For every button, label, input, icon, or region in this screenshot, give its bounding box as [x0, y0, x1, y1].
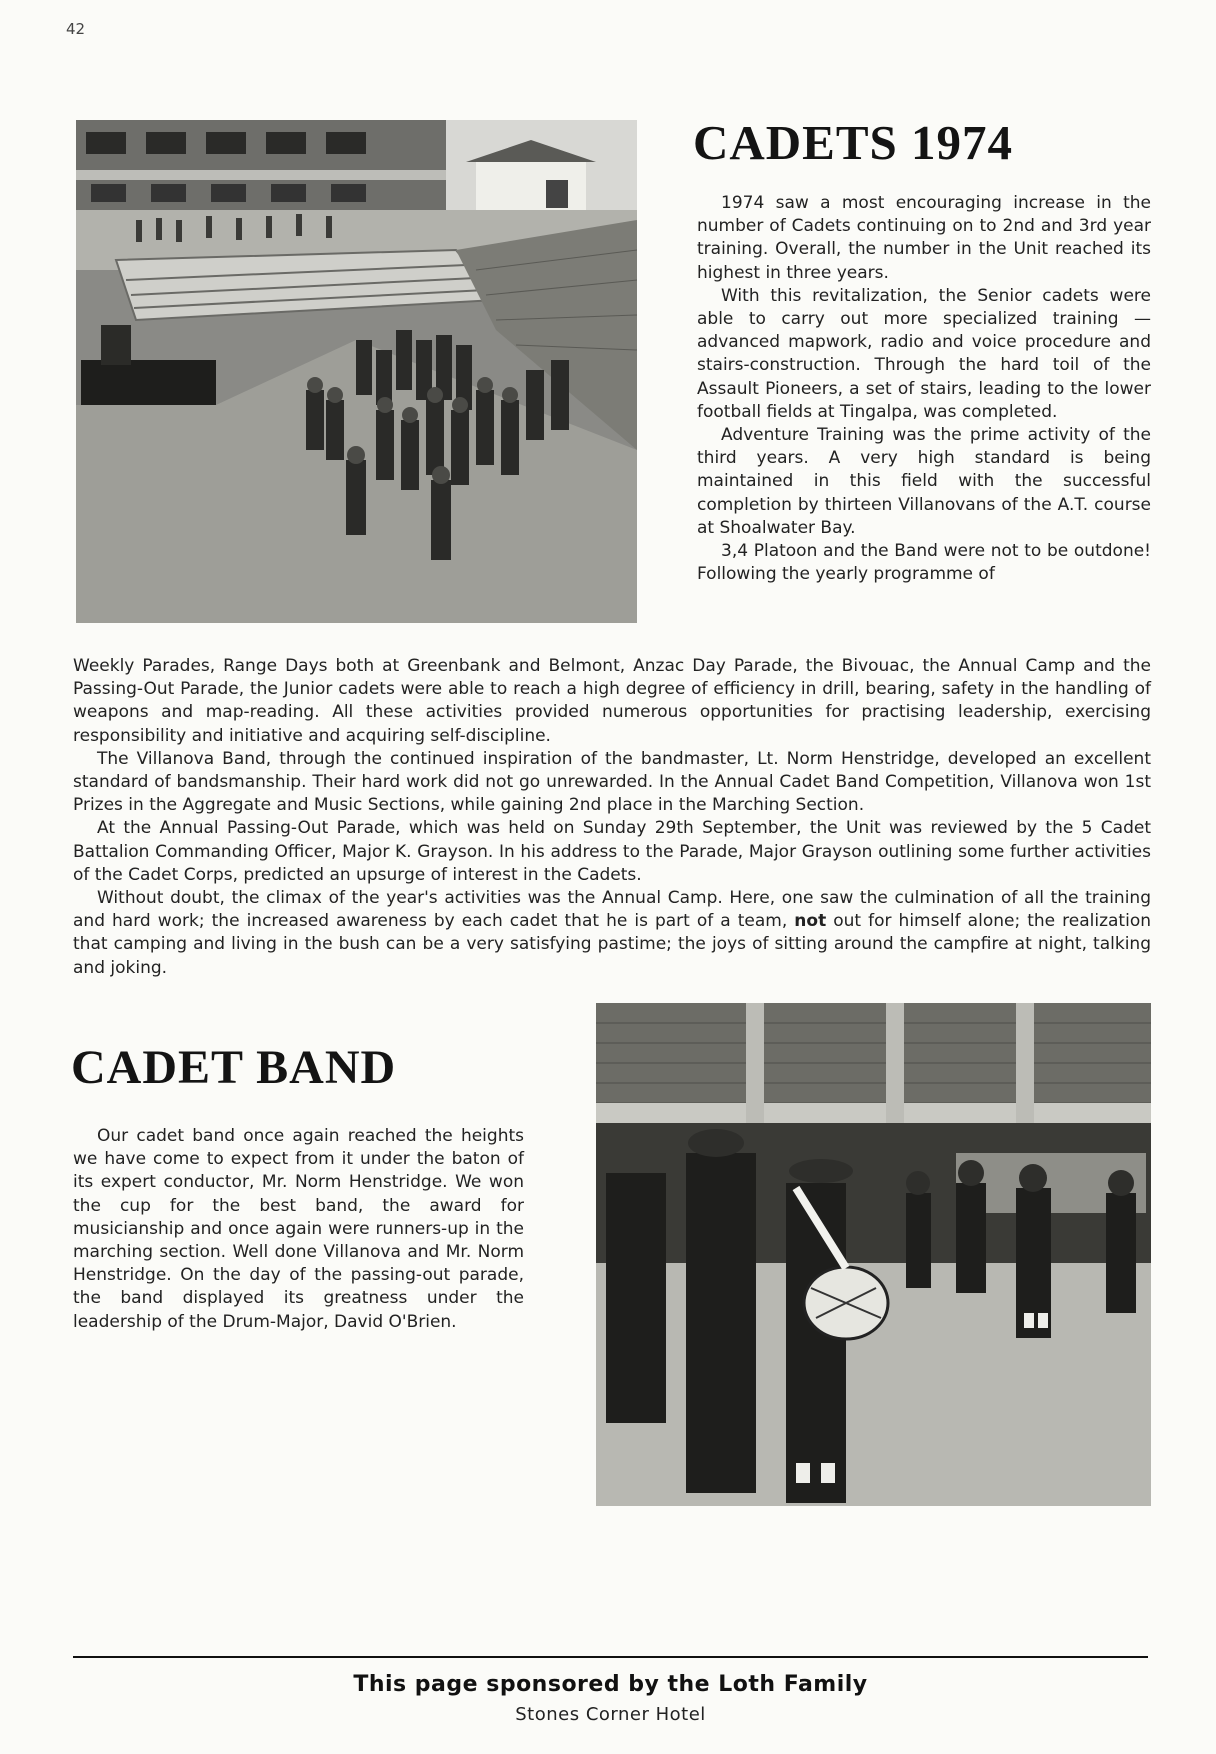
page-number: 42: [66, 20, 86, 38]
cadets-intro-column: [697, 192, 1151, 586]
cadet-parade-photo: [76, 120, 637, 623]
cadets-body-text: [73, 655, 1151, 980]
sponsor-line: This page sponsored by the Loth Family: [353, 1672, 868, 1697]
band-paragraph: The Villanova Band, through the continued inspiration of the bandmaster, Lt. Norm Henstridge, developed an excellent standard of bandsmanship. Their hard work did not go unrewarded. In the Annual Cadet Band Competition, Villanova won 1st Prizes in the Aggregate and Music Sections, while gaining 2nd place in the Marching Section.: [73, 748, 1151, 816]
camp-text-bold: not: [794, 911, 827, 932]
parade-paragraph: At the Annual Passing-Out Parade, which was held on Sunday 29th September, the Unit was reviewed by the 5 Cadet Battalion Commanding Officer, Major K. Grayson. In his address to the Parade, Major Grayson outlining some further activities of the Cadet Corps, predicted an upsurge of interest in the Cadets.: [73, 818, 1151, 885]
cadet-band-photo: [596, 1003, 1151, 1506]
intro-paragraph-1: 1974 saw a most encouraging increase in the number of Cadets continuing on to 2nd and 3rd year training. Overall, the number in the Unit reached its highest in three years.: [697, 193, 1151, 283]
footer-rule: [73, 1656, 1148, 1658]
cadets-1974-title: CADETS 1974: [693, 115, 1014, 170]
intro-paragraph-4: 3,4 Platoon and the Band were not to be outdone! Following the yearly programme of: [697, 541, 1151, 585]
sponsor-subline: Stones Corner Hotel: [515, 1704, 706, 1725]
intro-paragraph-2: With this revitalization, the Senior cadets were able to carry out more specialized training — advanced mapwork, radio and voice procedure and stairs-construction. Through the hard toil of the Assault Pioneers, a set of stairs, leading to the lower football fields at Tingalpa, was completed.: [697, 285, 1151, 422]
intro-paragraph-3: Adventure Training was the prime activity of the third years. A very high standard is being maintained in this field with the successful completion by thirteen Villanovans of the A.T. course at Shoalwater Bay.: [697, 425, 1151, 538]
camp-text-part-2: out for himself alone; the realization that camping and living in the bush can be a very satisfying pastime; the joys of sitting around the campfire at night, talking and joking.: [73, 911, 1151, 978]
cadet-band-column: [73, 1125, 524, 1334]
cadet-band-paragraph: Our cadet band once again reached the heights we have come to expect from it under the baton of its expert conductor, Mr. Norm Henstridge. We won the cup for the best band, the award for musicianship and once again were runners-up in the marching section. Well done Villanova and Mr. Norm Henstridge. On the day of the passing-out parade, the band displayed its greatness under the leadership of the Drum-Major, David O'Brien.: [73, 1126, 524, 1332]
camp-paragraph: [73, 887, 1151, 980]
continued-paragraph: Weekly Parades, Range Days both at Greenbank and Belmont, Anzac Day Parade, the Bivouac, the Annual Camp and the Passing-Out Parade, the Junior cadets were able to reach a high degree of efficiency in drill, bearing, safety in the handling of weapons and map-reading. All these activities provided numerous opportunities for practising leadership, exercising responsibility and initiative and acquiring self-discipline.: [73, 656, 1151, 746]
cadet-band-title: CADET BAND: [71, 1041, 397, 1094]
camp-text-part-1: Without doubt, the climax of the year's activities was the Annual Camp. Here, one saw the culmination of all the training and hard work; the increased awareness by each cadet that he is part of a team,: [73, 888, 1151, 932]
